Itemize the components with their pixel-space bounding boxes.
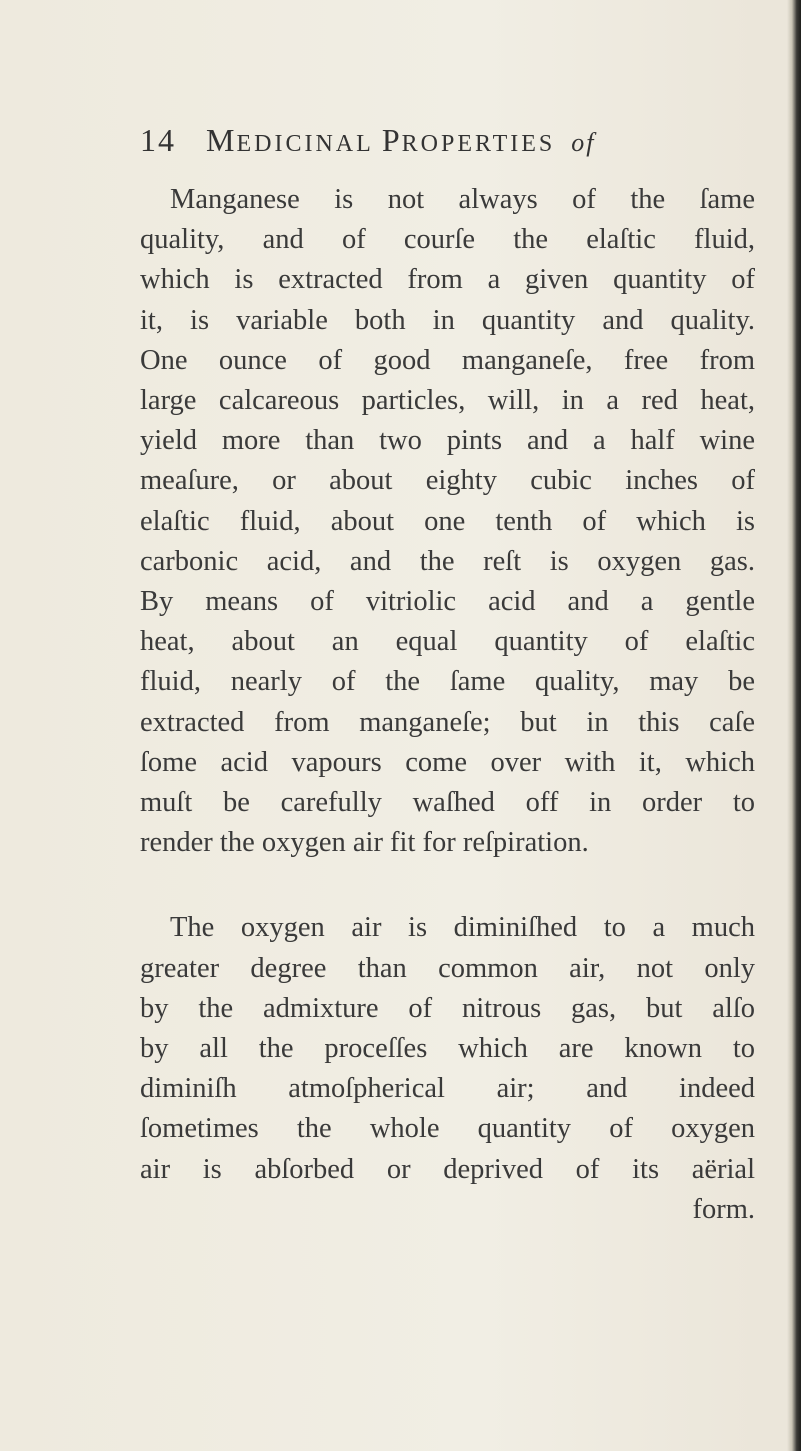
header-word-roperties: ROPERTIES bbox=[401, 131, 556, 157]
text-line: The oxygen air is diminiſhed to a much bbox=[170, 912, 755, 944]
text-line: diminiſh atmoſpherical air; and indeed bbox=[140, 1073, 755, 1105]
text-line: ſometimes the whole quantity of oxygen bbox=[140, 1113, 755, 1145]
text-line: form. bbox=[692, 1193, 755, 1225]
text-line: fluid, nearly of the ſame quality, may be bbox=[140, 666, 755, 698]
paragraph-oxygen-air bbox=[140, 908, 755, 1230]
text-line: ſome acid vapours come over with it, which bbox=[140, 746, 755, 778]
text-line: quality, and of courſe the elaſtic fluid, bbox=[140, 224, 755, 256]
page-number: 14 bbox=[140, 122, 176, 158]
text-line: by the admixture of nitrous gas, but alſo bbox=[140, 992, 755, 1024]
text-line: render the oxygen air fit for reſpiration. bbox=[140, 827, 589, 859]
text-line: extracted from manganeſe; but in this caſe bbox=[140, 706, 755, 738]
text-line: meaſure, or about eighty cubic inches of bbox=[140, 465, 755, 497]
text-line: air is abſorbed or deprived of its aërial bbox=[140, 1153, 755, 1185]
text-line: One ounce of good manganeſe, free from bbox=[140, 344, 755, 376]
text-line: large calcareous particles, will, in a red heat, bbox=[140, 385, 755, 417]
header-of: of bbox=[571, 128, 596, 157]
header-cap-p: P bbox=[381, 122, 402, 158]
text-line: carbonic acid, and the reſt is oxygen gas. bbox=[140, 545, 755, 577]
header-word-edicinal: EDICINAL bbox=[236, 131, 382, 157]
text-line: By means of vitriolic acid and a gentle bbox=[140, 586, 755, 618]
running-header bbox=[140, 122, 595, 159]
text-line: by all the proceſſes which are known to bbox=[140, 1033, 755, 1065]
text-line: it, is variable both in quantity and quality. bbox=[140, 304, 755, 336]
header-cap-m: M bbox=[206, 122, 237, 158]
page-edge-shadow bbox=[787, 0, 801, 1451]
text-line: greater degree than common air, not only bbox=[140, 952, 755, 984]
text-line: muſt be carefully waſhed off in order to bbox=[140, 787, 755, 819]
text-line: Manganese is not always of the ſame bbox=[170, 184, 755, 215]
text-line: which is extracted from a given quantity of bbox=[140, 264, 755, 296]
paragraph-manganese bbox=[140, 180, 755, 863]
text-line: yield more than two pints and a half wine bbox=[140, 425, 755, 457]
text-line: heat, about an equal quantity of elaſtic bbox=[140, 626, 755, 658]
body-text bbox=[140, 180, 755, 1230]
text-line: elaſtic fluid, about one tenth of which is bbox=[140, 505, 755, 537]
